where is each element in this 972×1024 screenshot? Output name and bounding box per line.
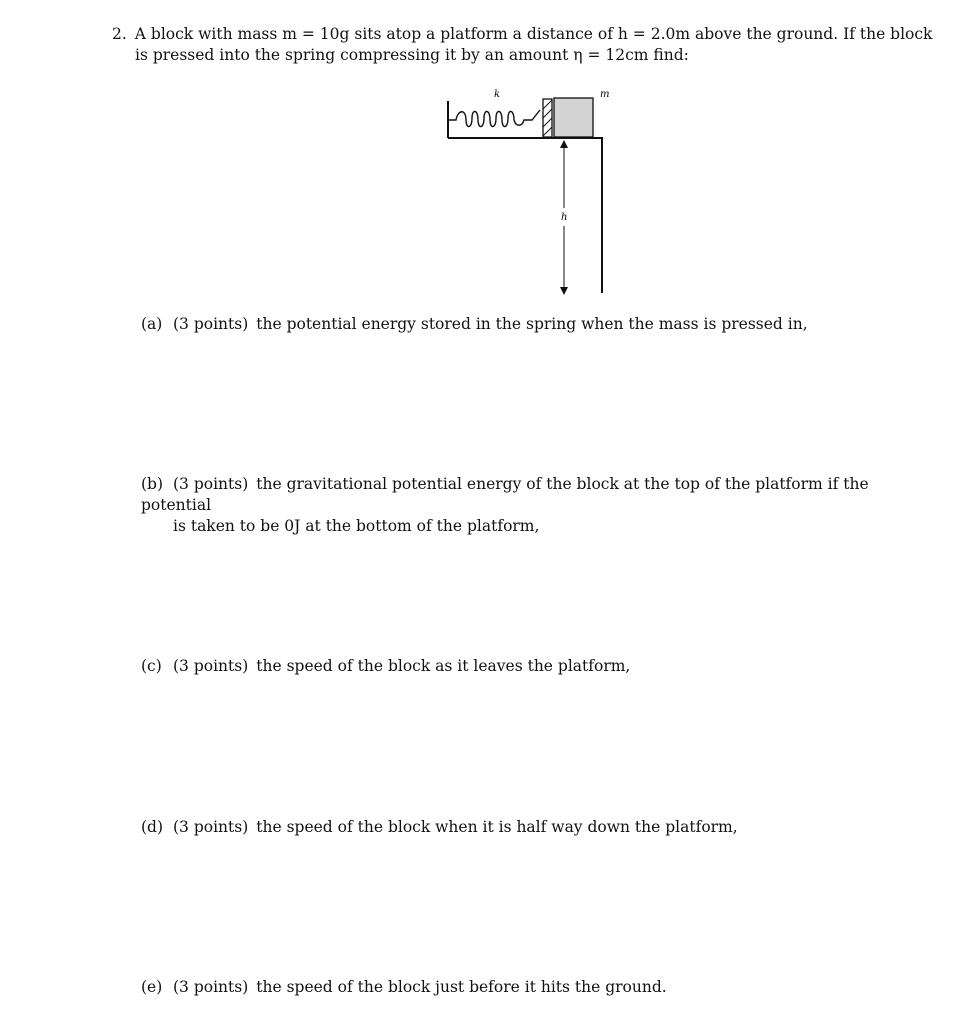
part-c-text: the speed of the block as it leaves the platform, bbox=[256, 657, 631, 675]
part-b-text-1: the gravitational potential energy of the block at the top of the platform if the potential bbox=[141, 475, 869, 514]
problem-stem-line-2: is pressed into the spring compressing it by an amount η = 12cm find: bbox=[135, 46, 689, 64]
part-d-points: (3 points) bbox=[173, 818, 249, 836]
question-part-e bbox=[141, 977, 931, 998]
part-c-points: (3 points) bbox=[173, 657, 249, 675]
part-d-label: (d) bbox=[141, 818, 164, 836]
part-a-label: (a) bbox=[141, 315, 163, 333]
part-d-text: the speed of the block when it is half way down the platform, bbox=[256, 818, 738, 836]
spring-label: k bbox=[494, 89, 501, 100]
part-c-label: (c) bbox=[141, 657, 162, 675]
part-e-text: the speed of the block just before it hits the ground. bbox=[256, 978, 667, 996]
problem-stem-text-1: A block with mass m = 10g sits atop a platform a distance of h = 2.0m above the ground. If the block bbox=[134, 25, 933, 43]
part-e-label: (e) bbox=[141, 978, 163, 996]
part-b-line-1 bbox=[141, 474, 931, 516]
spring-coil bbox=[448, 110, 540, 127]
question-part-c bbox=[141, 656, 931, 677]
problem-stem-line-1 bbox=[112, 24, 932, 45]
problem-number: 2. bbox=[112, 25, 127, 43]
height-label: h bbox=[561, 212, 568, 223]
part-b-text-2: is taken to be 0J at the bottom of the platform, bbox=[173, 517, 540, 535]
mass-block bbox=[554, 98, 593, 137]
mass-label: m bbox=[600, 89, 610, 100]
part-b-label: (b) bbox=[141, 475, 164, 493]
part-e-points: (3 points) bbox=[173, 978, 249, 996]
question-part-b bbox=[141, 474, 931, 537]
problem-statement bbox=[112, 24, 932, 66]
part-a-points: (3 points) bbox=[173, 315, 249, 333]
part-a-text: the potential energy stored in the spring when the mass is pressed in, bbox=[256, 315, 808, 333]
spring-block-platform-diagram bbox=[438, 82, 623, 300]
part-b-points: (3 points) bbox=[173, 475, 249, 493]
question-part-d bbox=[141, 817, 931, 838]
question-part-a bbox=[141, 314, 931, 335]
